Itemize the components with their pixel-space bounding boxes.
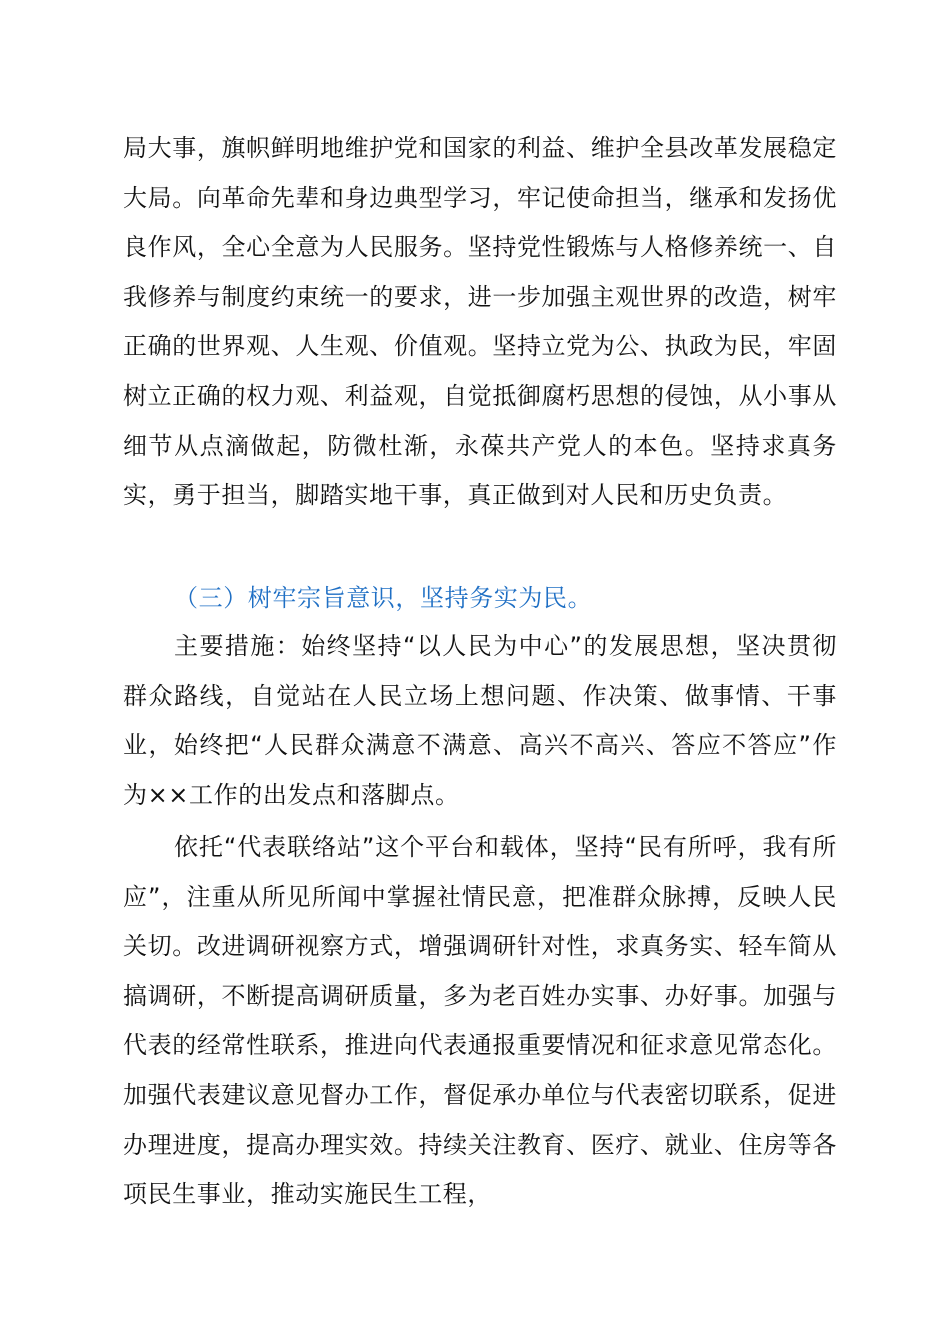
body-paragraph-liaison-station: 依托“代表联络站”这个平台和载体，坚持“民有所呼，我有所应”，注重从所见所闻中掌握社情民意，把准群众脉搏，反映人民关切。改进调研视察方式，增强调研针对性，求真务实、轻车简从搞调研，不断提高调研质量，多为老百姓办实事、办好事。加强与代表的经常性联系，推进向代表通报重要情况和征求意见常态化。加强代表建议意见督办工作，督促承办单位与代表密切联系，促进办理进度，提高办理实效。持续关注教育、医疗、就业、住房等各项民生事业，推动实施民生工程， xyxy=(123,833,837,1209)
body-paragraph-continued: 局大事，旗帜鲜明地维护党和国家的利益、维护全县改革发展稳定大局。向革命先辈和身边典型学习，牢记使命担当，继承和发扬优良作风，全心全意为人民服务。坚持党性锻炼与人格修养统一、自我修养与制度约束统一的要求，进一步加强主观世界的改造，树牢正确的世界观、人生观、价值观。坚持立党为公、执政为民，牢固树立正确的权力观、利益观，自觉抵御腐朽思想的侵蚀，从小事从细节从点滴做起，防微杜渐，永葆共产党人的本色。坚持求真务实，勇于担当，脚踏实地干事，真正做到对人民和历史负责。 xyxy=(123,134,837,510)
section-heading: （三）树牢宗旨意识，坚持务实为民。 xyxy=(174,584,593,612)
body-paragraph-main-measures: 主要措施：始终坚持“以人民为中心”的发展思想，坚决贯彻群众路线，自觉站在人民立场上想问题、作决策、做事情、干事业，始终把“人民群众满意不满意、高兴不高兴、答应不答应”作为××工作的出发点和落脚点。 xyxy=(123,632,837,809)
